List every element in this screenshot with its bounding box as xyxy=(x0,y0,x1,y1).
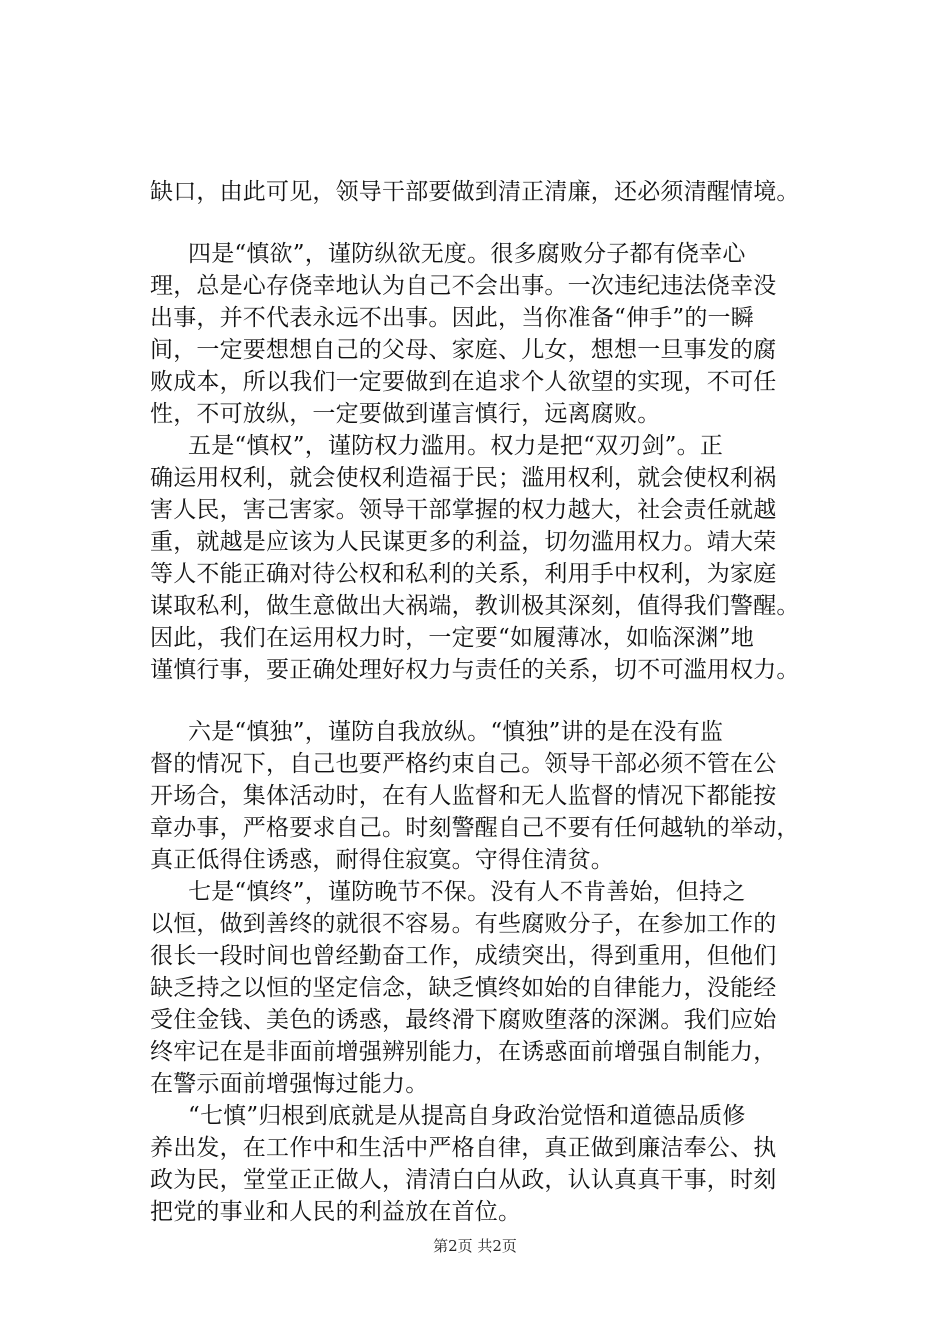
text-line: 督的情况下，自己也要严格约束自己。领导干部必须不管在公 xyxy=(150,751,777,777)
text-line: 谋取私利，做生意做出大祸端，教训极其深刻，值得我们警醒。 xyxy=(150,593,800,619)
paragraph-first-line: 六是“慎独”，谨防自我放纵。“慎独”讲的是在没有监 xyxy=(188,719,724,745)
text-line: 受住金钱、美色的诱惑，最终滑下腐败堕落的深渊。我们应始 xyxy=(150,1007,777,1033)
text-line: 理，总是心存侥幸地认为自己不会出事。一次违纪违法侥幸没 xyxy=(150,273,777,299)
text-line: 章办事，严格要求自己。时刻警醒自己不要有任何越轨的举动， xyxy=(150,815,800,841)
text-line: 真正低得住诱惑，耐得住寂寞。守得住清贫。 xyxy=(150,847,614,873)
text-line: 把党的事业和人民的利益放在首位。 xyxy=(150,1199,522,1225)
text-line: 政为民，堂堂正正做人，清清白白从政，认认真真干事，时刻 xyxy=(150,1167,777,1193)
paragraph-first-line: 五是“慎权”，谨防权力滥用。权力是把“双刃剑”。正 xyxy=(188,433,724,459)
paragraph-first-line: “七慎”归根到底就是从提高自身政治觉悟和道德品质修 xyxy=(188,1103,746,1129)
text-line: 出事，并不代表永远不出事。因此，当你准备“伸手”的一瞬 xyxy=(150,305,754,331)
text-line: 重，就越是应该为人民谋更多的利益，切勿滥用权力。靖大荣 xyxy=(150,529,777,555)
text-line: 确运用权利，就会使权利造福于民；滥用权利，就会使权利祸 xyxy=(150,465,777,491)
text-line: 终牢记在是非面前增强辨别能力，在诱惑面前增强自制能力， xyxy=(150,1039,777,1065)
page-number-footer: 第2页 共2页 xyxy=(433,1237,517,1255)
text-line: 败成本，所以我们一定要做到在追求个人欲望的实现，不可任 xyxy=(150,369,777,395)
text-line: 以恒，做到善终的就很不容易。有些腐败分子，在参加工作的 xyxy=(150,911,777,937)
text-line: 开场合，集体活动时，在有人监督和无人监督的情况下都能按 xyxy=(150,783,777,809)
text-line: 缺乏持之以恒的坚定信念，缺乏慎终如始的自律能力，没能经 xyxy=(150,975,777,1001)
paragraph-first-line: 七是“慎终”，谨防晚节不保。没有人不肯善始，但持之 xyxy=(188,879,746,905)
text-line: 缺口，由此可见，领导干部要做到清正清廉，还必须清醒情境。 xyxy=(150,179,800,205)
paragraph-first-line: 四是“慎欲”，谨防纵欲无度。很多腐败分子都有侥幸心 xyxy=(188,241,746,267)
text-line: 性，不可放纵，一定要做到谨言慎行，远离腐败。 xyxy=(150,401,661,427)
text-line: 等人不能正确对待公权和私利的关系，利用手中权利，为家庭 xyxy=(150,561,777,587)
text-line: 在警示面前增强悔过能力。 xyxy=(150,1071,429,1097)
text-line: 因此，我们在运用权力时，一定要“如履薄冰，如临深渊”地 xyxy=(150,625,754,651)
text-line: 养出发，在工作中和生活中严格自律，真正做到廉洁奉公、执 xyxy=(150,1135,777,1161)
text-line: 谨慎行事，要正确处理好权力与责任的关系，切不可滥用权力。 xyxy=(150,657,800,683)
text-line: 间，一定要想想自己的父母、家庭、儿女，想想一旦事发的腐 xyxy=(150,337,777,363)
text-line: 很长一段时间也曾经勤奋工作，成绩突出，得到重用，但他们 xyxy=(150,943,777,969)
text-line: 害人民，害己害家。领导干部掌握的权力越大，社会责任就越 xyxy=(150,497,777,523)
